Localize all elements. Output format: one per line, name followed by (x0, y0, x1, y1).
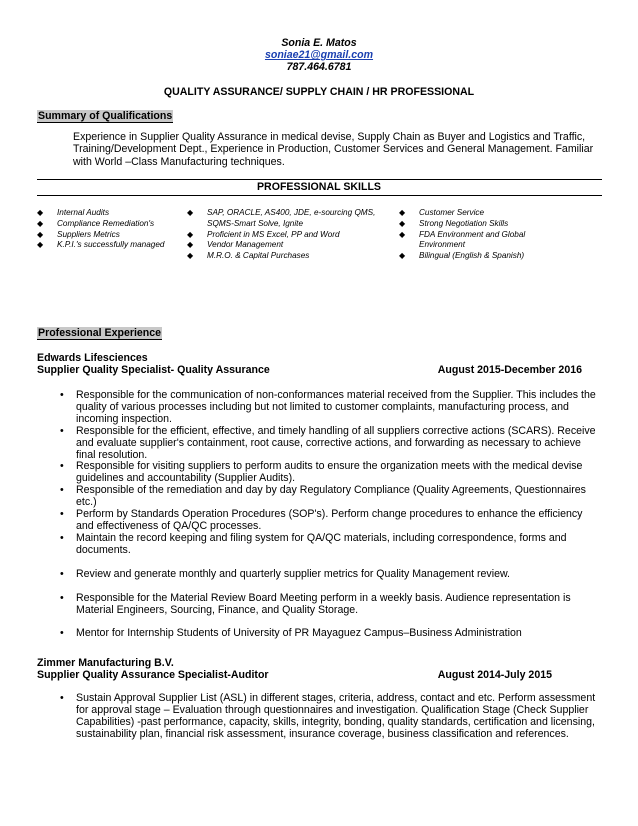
professional-title: QUALITY ASSURANCE/ SUPPLY CHAIN / HR PROFESSIONAL (163, 86, 475, 98)
skill-item: ◆ Compliance Remediation's (37, 218, 155, 228)
phone-number: 787.464.6781 (286, 61, 352, 74)
job-position: Supplier Quality Specialist- Quality Assurance (37, 364, 270, 376)
skill-item: ◆ Proficient in MS Excel, PP and Word (187, 229, 340, 239)
diamond-bullet-icon: ◆ (37, 229, 44, 239)
skill-item: ◆ SAP, ORACLE, AS400, JDE, e-sourcing QMS, SQMS-Smart Solve, Ignite (187, 208, 376, 228)
skill-item: ◆ K.P.I.'s successfully managed (37, 240, 165, 250)
job-dates: August 2014-July 2015 (437, 669, 552, 681)
bullet-icon: • (60, 424, 64, 437)
job-title-line (37, 669, 602, 681)
email-link[interactable]: soniae21@gmail.com (264, 49, 374, 62)
summary-text: Experience in Supplier Quality Assurance in medical devise, Supply Chain as Buyer and Logistics and Traffic, Training/Development Dept., Experience in Production, Customer Services and General Management. Familiar with World –Class Manufacturing techniques. (73, 131, 594, 168)
job-title-line (37, 364, 602, 376)
list-item: • Review and generate monthly and quarterly supplier metrics for Quality Management review. (60, 567, 510, 580)
bullet-icon: • (60, 531, 64, 544)
skill-item: ◆ Customer Service (399, 208, 485, 217)
skills-rule-bottom (37, 195, 602, 196)
bullet-icon: • (60, 508, 64, 521)
candidate-name: Sonia E. Matos (281, 37, 357, 49)
skills-rule-top (37, 179, 602, 180)
company-name: Edwards Lifesciences (37, 352, 148, 364)
bullet-icon: • (60, 627, 64, 640)
bullet-icon: • (60, 484, 64, 497)
diamond-bullet-icon: ◆ (187, 229, 194, 239)
diamond-bullet-icon: ◆ (187, 251, 194, 261)
bullet-icon: • (60, 567, 64, 580)
diamond-bullet-icon: ◆ (37, 208, 44, 217)
skills-column-2 (187, 208, 387, 262)
list-item: • Sustain Approval Supplier List (ASL) in different stages, criteria, address, contact and etc. Perform assessment for approval stage – Evaluation through questionnaires and investigation. Qualification Stage (Check Supplier Capabilities) -past performance, capacity, skills, integrity, bonding, quality standards, certification and licensing, sustainability plan, financial risk assessment, insurance coverage, business classification and references. (60, 692, 596, 740)
skill-item: ◆ Bilingual (English & Spanish) (399, 251, 525, 261)
skill-item: ◆ M.R.O. & Capital Purchases (187, 251, 310, 261)
list-item: • Perform by Standards Operation Procedures (SOP's). Perform change procedures to enhance the efficiency and effectiveness of QA/QC processes. (60, 508, 583, 532)
skills-heading: PROFESSIONAL SKILLS (256, 181, 381, 193)
bullet-icon: • (60, 591, 64, 604)
skill-item: ◆ Suppliers Metrics (37, 229, 120, 239)
skill-item: ◆ Vendor Management (187, 240, 284, 250)
list-item: • Maintain the record keeping and filing system for QA/QC materials, including correspondence, forms and documents. (60, 531, 567, 556)
list-item: • Responsible for the Material Review Board Meeting perform in a weekly basis. Audience representation is Material Engineers, Sourcing, Finance, and Quality Storage. (60, 591, 571, 616)
list-item: • Responsible for visiting suppliers to perform audits to ensure the organization meets with the medical devise guidelines and accountability (Supplier Audits). (60, 460, 583, 485)
diamond-bullet-icon: ◆ (399, 229, 406, 239)
diamond-bullet-icon: ◆ (37, 218, 44, 228)
bullet-icon: • (60, 692, 64, 704)
skill-item: ◆ Strong Negotiation Skills (399, 218, 509, 228)
list-item: • Responsible for the communication of non-conformances material received from the Supplier. This includes the quality of various processes including but not limited to customer complaints, manufacturing process, and incoming inspection. (60, 389, 596, 425)
list-item: • Mentor for Internship Students of University of PR Mayaguez Campus–Business Administration (60, 627, 522, 640)
skills-column-1 (37, 208, 187, 251)
diamond-bullet-icon: ◆ (399, 218, 406, 228)
bullet-icon: • (60, 389, 64, 401)
skill-item: ◆ Internal Audits (37, 208, 110, 217)
contact-header (0, 37, 638, 74)
skill-item: ◆ FDA Environment and Global Environment (399, 229, 526, 250)
diamond-bullet-icon: ◆ (187, 240, 194, 250)
job-position: Supplier Quality Assurance Specialist-Auditor (37, 669, 269, 681)
company-name: Zimmer Manufacturing B.V. (37, 657, 174, 669)
job-dates: August 2015-December 2016 (437, 364, 582, 376)
diamond-bullet-icon: ◆ (399, 208, 406, 217)
diamond-bullet-icon: ◆ (399, 251, 406, 261)
bullet-icon: • (60, 460, 64, 473)
summary-heading: Summary of Qualifications (38, 110, 173, 122)
job1-responsibilities (58, 390, 598, 640)
list-item: • Responsible of the remediation and day by day Regulatory Compliance (Quality Agreements, Questionnaires etc.) (60, 484, 586, 509)
skills-column-3 (399, 208, 549, 262)
diamond-bullet-icon: ◆ (187, 208, 194, 217)
job2-responsibilities (58, 693, 598, 741)
list-item: • Responsible for the efficient, effective, and timely handling of all suppliers corrective actions (SCARS). Receive and evaluate supplier's containment, root cause, corrective actions, and forwarding as necessary to achieve final resolution. (60, 424, 596, 461)
diamond-bullet-icon: ◆ (37, 240, 44, 250)
experience-heading: Professional Experience (38, 327, 162, 339)
